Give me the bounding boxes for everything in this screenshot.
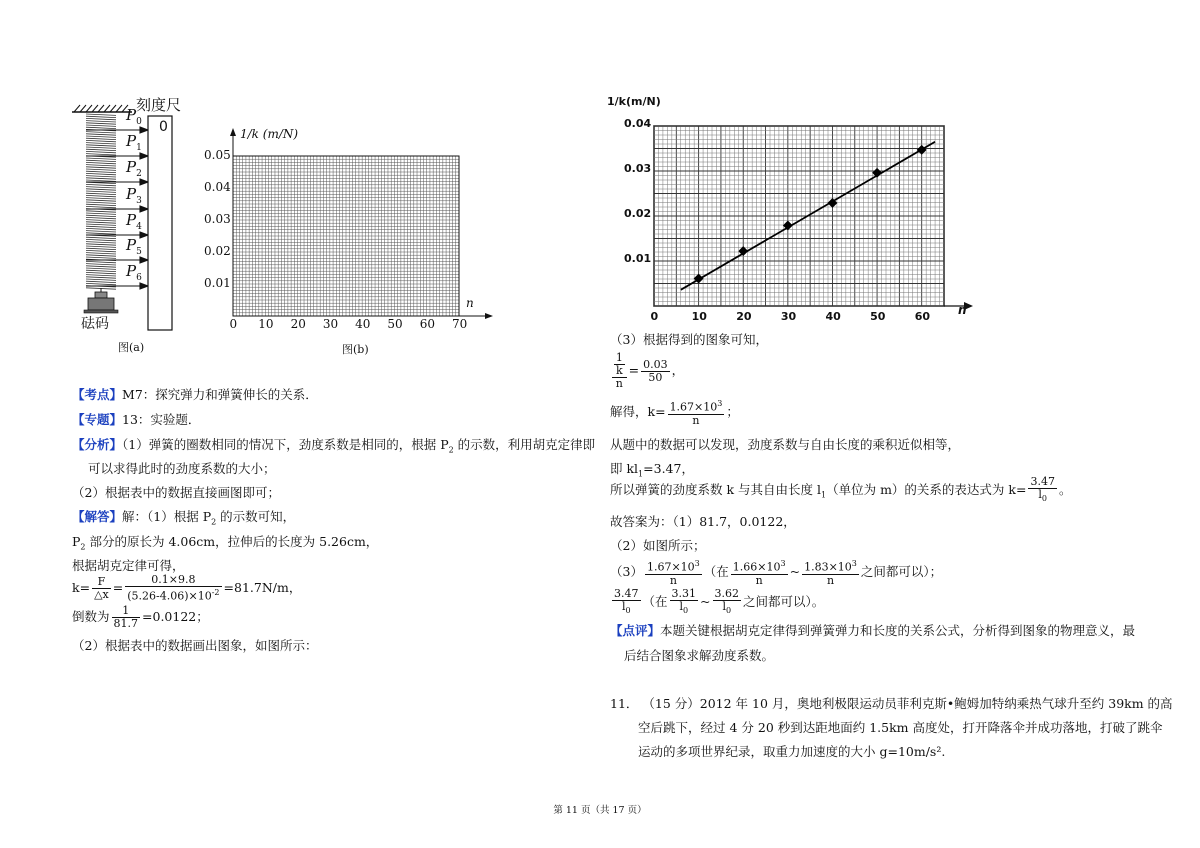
p3-line: （3）根据得到的图象可知， — [610, 332, 768, 347]
frac-num — [802, 558, 859, 575]
ruler-label: 刻度尺 — [136, 96, 182, 114]
page-footer: 第 11 页（共 17 页） — [553, 805, 647, 816]
a4-mid: （在 — [642, 594, 668, 610]
ratio-equation — [610, 352, 684, 390]
eq-equals: = — [112, 579, 124, 595]
frac-a3 — [645, 558, 702, 587]
frac-den: n — [669, 573, 677, 587]
solved-xtick: 10 — [691, 310, 707, 323]
figure-b-xtick: 60 — [419, 317, 435, 331]
frac-num: F — [92, 576, 111, 589]
frac-f-dx — [92, 576, 111, 601]
frac-den — [713, 601, 742, 617]
fenxi-text-1b: 的示数，利用胡克定律即 — [453, 437, 596, 452]
frac-values — [125, 574, 221, 603]
ratio-n: n — [615, 377, 623, 390]
jieda-text-1b: 的示数可知， — [216, 509, 296, 524]
frac-num-text: 1.83×10 — [804, 560, 852, 574]
expr-end: 。 — [1058, 482, 1072, 498]
pointer-label: $P_4$ — [126, 211, 142, 232]
weight-label: 砝码 — [81, 316, 109, 332]
frac-den-text: l — [1038, 488, 1042, 501]
jieda-text-1a: 解：（1）根据 P — [122, 509, 212, 524]
kl-sub: 1 — [638, 469, 644, 479]
fenxi-sub: 2 — [448, 445, 454, 455]
figure-b-grid — [225, 128, 495, 328]
frac-ratio-value — [641, 359, 670, 384]
q11-line-1: 11． （15 分）2012 年 10 月，奥地利极限运动员菲利克斯•鲍姆加特纳乘热气球升至约 39km 的高 — [610, 696, 1173, 711]
fenxi-line-2: 可以求得此时的劲度系数的大小； — [88, 461, 276, 476]
figure-b-xtick: 70 — [452, 317, 468, 331]
frac-a3-high — [802, 558, 859, 587]
fenxi-tag: 【分析】 — [72, 437, 123, 452]
ratio-top-num: 1 — [615, 351, 623, 364]
frac-num: 1 — [112, 605, 141, 618]
figure-b-caption: 图(b) — [342, 343, 369, 356]
a3-pre: （3） — [610, 563, 643, 579]
kl-end: =3.47， — [643, 461, 694, 476]
expr-mid: （单位为 m）的关系的表达式为 k= — [826, 482, 1027, 498]
figure-a-caption: 图(a) — [118, 341, 145, 354]
solved-xtick: 50 — [870, 310, 886, 323]
frac-den: △x — [94, 587, 109, 601]
frac-den — [670, 601, 699, 617]
solved-chart — [598, 92, 978, 324]
frac-den: 50 — [648, 370, 663, 384]
pointer-label: $P_6$ — [126, 262, 142, 283]
frac-den-sub: 0 — [682, 606, 689, 616]
figure-b-ylabel: 1/k (m/N) — [240, 127, 299, 141]
solved-xtick: 30 — [780, 310, 797, 323]
frac-den-sub: 0 — [1041, 494, 1048, 504]
frac-den — [125, 587, 221, 603]
pointer-label: $P_0$ — [126, 106, 142, 127]
frac-num: 3.31 — [671, 587, 697, 600]
inv-pre: 倒数为 — [72, 609, 110, 624]
a3-tilde: ~ — [789, 563, 801, 579]
a4-tilde: ~ — [700, 594, 711, 610]
fenxi-line-3: （2）根据表中的数据直接画图即可； — [72, 485, 280, 500]
dianping-line-2: 后结合图象求解劲度系数。 — [624, 648, 775, 663]
q11-line-3: 运动的多项世界纪录，取重力加速度的大小 g=10m/s². — [638, 744, 946, 759]
frac-den-sub: 0 — [625, 606, 631, 616]
jieda-line-1 — [72, 508, 295, 532]
solved-chart-xlabel: n — [958, 303, 967, 317]
jiede-equation — [610, 398, 739, 427]
expr-pre: 所以弹簧的劲度系数 k 与其自由长度 l — [610, 482, 821, 498]
answer-2: （2）如图所示； — [610, 538, 706, 553]
frac-num-sup: 3 — [851, 559, 857, 568]
ratio-end: ， — [671, 362, 685, 378]
solved-ytick: 0.01 — [624, 252, 652, 265]
ratio-top-den: k — [616, 364, 623, 377]
frac-a3-low — [731, 558, 788, 587]
solved-xtick: 60 — [914, 310, 930, 323]
jieda-tag: 【解答】 — [72, 509, 123, 524]
solved-xtick: 0 — [650, 310, 659, 323]
dianping-tag: 【点评】 — [610, 623, 661, 638]
pointer-arrowhead — [140, 283, 148, 289]
frac-num-text: 1.67×10 — [646, 560, 695, 574]
jiede-pre: 解得，k= — [610, 403, 666, 419]
solved-ytick: 0.03 — [624, 162, 652, 175]
kaodian-text: M7：探究弹力和弹簧伸长的关系． — [122, 387, 318, 402]
frac-num-sup: 3 — [694, 559, 700, 568]
kl-pre: 即 kl — [610, 461, 639, 476]
solved-chart-ylabel: 1/k(m/N) — [607, 95, 661, 108]
ruler-zero: 0 — [159, 119, 168, 135]
figure-b-xlabel: n — [466, 296, 474, 310]
kaodian-tag: 【考点】 — [72, 387, 123, 402]
figure-b-ytick: 0.05 — [204, 148, 231, 162]
q11-line-2: 空后跳下，经过 4 分 20 秒到达距地面约 1.5km 高度处，打开降落伞并成功落地，打破了跳伞 — [638, 720, 1163, 735]
solved-ytick: 0.04 — [624, 117, 652, 130]
frac-num — [645, 558, 702, 575]
figure-b-xtick: 0 — [229, 317, 238, 331]
inverse-equation — [72, 604, 209, 630]
frac-k — [668, 398, 725, 427]
ratio-top — [612, 352, 627, 378]
figure-b-ytick: 0.02 — [204, 244, 231, 258]
figure-b-xtick: 40 — [355, 317, 371, 331]
frac-den: n — [692, 413, 700, 427]
frac-a4 — [612, 588, 641, 617]
frac-num-sup: 3 — [780, 559, 786, 568]
dianping-text-1: 本题关键根据胡克定律得到弹簧弹力和长度的关系公式，分析得到图象的物理意义，最 — [660, 623, 1136, 638]
a3-mid: （在 — [703, 563, 729, 579]
jieda-p: P — [72, 534, 81, 549]
figure-b-ytick: 0.03 — [204, 212, 231, 226]
frac-ratio — [612, 352, 627, 390]
a3-end: 之间都可以）； — [860, 563, 943, 579]
solved-xtick: 40 — [825, 310, 841, 323]
pointer-label: $P_2$ — [126, 158, 142, 179]
pointer-label: $P_3$ — [126, 185, 142, 206]
hooke-equation — [72, 574, 301, 603]
frac-num-sup: 3 — [717, 399, 723, 408]
pointer-label: $P_1$ — [126, 132, 142, 153]
frac-den-sup: -2 — [211, 588, 220, 597]
solved-ytick: 0.02 — [624, 207, 652, 220]
frac-num-text: 1.67×10 — [669, 400, 718, 414]
inv-result: =0.0122； — [142, 609, 209, 624]
frac-num: 3.62 — [714, 587, 739, 600]
solved-xtick: 20 — [736, 310, 752, 323]
zhuanti-tag: 【专题】 — [72, 412, 123, 427]
pointer-label: $P_5$ — [126, 236, 142, 257]
figure-b-ytick: 0.01 — [204, 276, 231, 290]
frac-a4-high — [713, 588, 742, 617]
frac-den-text: (5.26-4.06)×10 — [127, 589, 212, 603]
dianping-line-1 — [610, 622, 1135, 640]
frac-inverse — [112, 605, 141, 630]
expr-sub: 1 — [821, 490, 827, 500]
frac-den: 81.7 — [113, 617, 139, 630]
zhuanti-line — [72, 411, 200, 429]
found-line: 从题中的数据可以发现，劲度系数与自由长度的乘积近似相等， — [610, 437, 961, 452]
jieda-line-last: （2）根据表中的数据画出图象，如图所示： — [72, 638, 318, 653]
eq-k: k= — [72, 579, 91, 595]
jieda-line-3: 根据胡克定律可得， — [72, 558, 185, 573]
answer-line: 故答案为：（1）81.7，0.0122， — [610, 514, 796, 529]
jiede-end: ； — [726, 403, 739, 419]
frac-num: 0.03 — [643, 357, 668, 371]
jieda-sub-1: 2 — [211, 517, 217, 527]
fenxi-line-1 — [72, 436, 595, 460]
figure-b-xtick: 30 — [322, 317, 339, 331]
answer-3 — [610, 558, 942, 587]
fenxi-text-1a: （1）弹簧的圈数相同的情况下，劲度系数是相同的，根据 P — [122, 437, 449, 452]
answer-4 — [610, 588, 824, 617]
figure-b-xtick: 20 — [290, 317, 306, 331]
ratio-equals: = — [628, 362, 640, 378]
expression-line — [610, 476, 1071, 509]
frac-den — [1028, 489, 1057, 505]
kaodian-line — [72, 386, 318, 404]
frac-num: 0.1×9.8 — [125, 574, 221, 587]
frac-expr — [1028, 476, 1057, 505]
jieda-sub-2: 2 — [80, 542, 86, 552]
figure-b-xtick: 10 — [258, 317, 274, 331]
a4-end: 之间都可以）。 — [743, 594, 825, 610]
zhuanti-text: 13：实验题． — [122, 412, 201, 427]
jieda-line-2 — [72, 533, 378, 557]
frac-num — [731, 558, 788, 575]
jieda-text-2: 部分的原长为 4.06cm，拉伸后的长度为 5.26cm， — [85, 534, 379, 549]
frac-den-sub: 0 — [725, 606, 732, 616]
frac-den-text: l — [722, 600, 726, 613]
frac-den: n — [826, 573, 835, 587]
frac-a4-low — [670, 588, 699, 617]
frac-den: n — [755, 573, 763, 587]
frac-num: 3.47 — [1030, 475, 1055, 488]
frac-num — [668, 398, 725, 415]
eq-result: =81.7N/m， — [223, 579, 302, 595]
frac-num-text: 1.66×10 — [732, 560, 781, 574]
frac-num: 3.47 — [614, 587, 639, 600]
frac-den — [612, 601, 641, 617]
figure-b-xtick: 50 — [387, 317, 403, 331]
frac-den-text: l — [679, 600, 683, 613]
frac-den-text: l — [621, 600, 626, 613]
figure-b-ytick: 0.04 — [204, 180, 231, 194]
